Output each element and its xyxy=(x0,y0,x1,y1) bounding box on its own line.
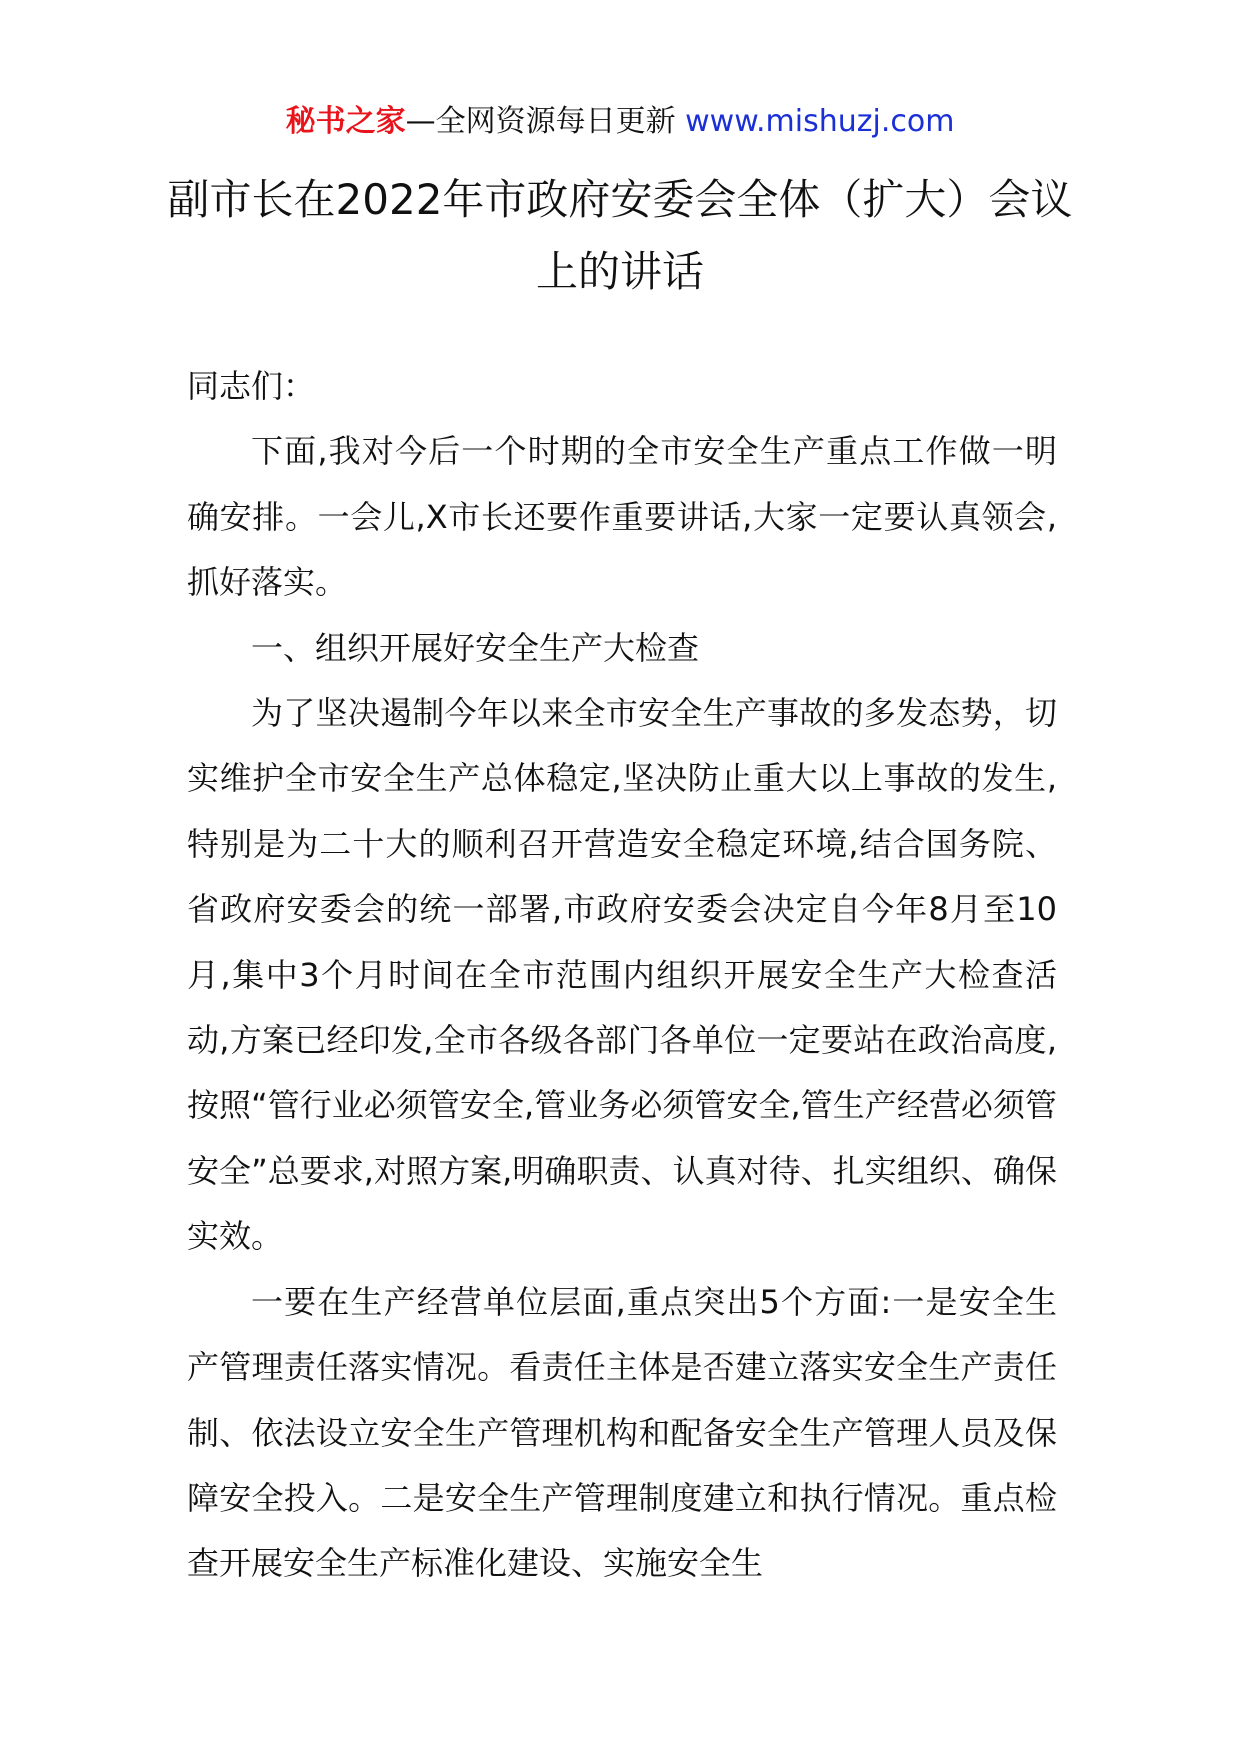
document-body xyxy=(187,354,1057,1597)
section-heading-1: 一、组织开展好安全生产大检查 xyxy=(251,628,700,667)
paragraph-enterprise-level: 一要在生产经营单位层面,重点突出5个方面:一是安全生产管理责任落实情况。看责任主体是否建立落实安全生产责任制、依法设立安全生产管理机构和配备安全生产管理人员及保障安全投入。二是安全生产管理制度建立和执行情况。重点检查开展安全生产标准化建设、实施安全生 xyxy=(187,1282,1057,1583)
site-brand: 秘书之家 xyxy=(285,104,406,139)
paragraph-intro: 下面,我对今后一个时期的全市安全生产重点工作做一明确安排。一会儿,X市长还要作重要讲话,大家一定要认真领会,抓好落实。 xyxy=(187,432,1057,602)
document-title: 副市长在2022年市政府安委会全体（扩大）会议上的讲话 xyxy=(167,175,1073,296)
paragraph-inspection-purpose: 为了坚决遏制今年以来全市安全生产事故的多发态势，切实维护全市安全生产总体稳定,坚决防止重大以上事故的发生,特别是为二十大的顺利召开营造安全稳定环境,结合国务院、省政府安委会的统一部署,市政府安委会决定自今年8月至10月,集中3个月时间在全市范围内组织开展安全生产大检查活动,方案已经印发,全市各级各部门各单位一定要站在政治高度,按照“管行业必须管安全,管业务必须管安全,管生产经营必须管安全”总要求,对照方案,明确职责、认真对待、扎实组织、确保实效。 xyxy=(187,694,1057,1256)
site-url-link[interactable]: www.mishuzj.com xyxy=(685,104,955,139)
site-tagline: —全网资源每日更新 xyxy=(405,104,676,139)
site-header xyxy=(0,100,1240,144)
salutation: 同志们： xyxy=(187,367,316,405)
